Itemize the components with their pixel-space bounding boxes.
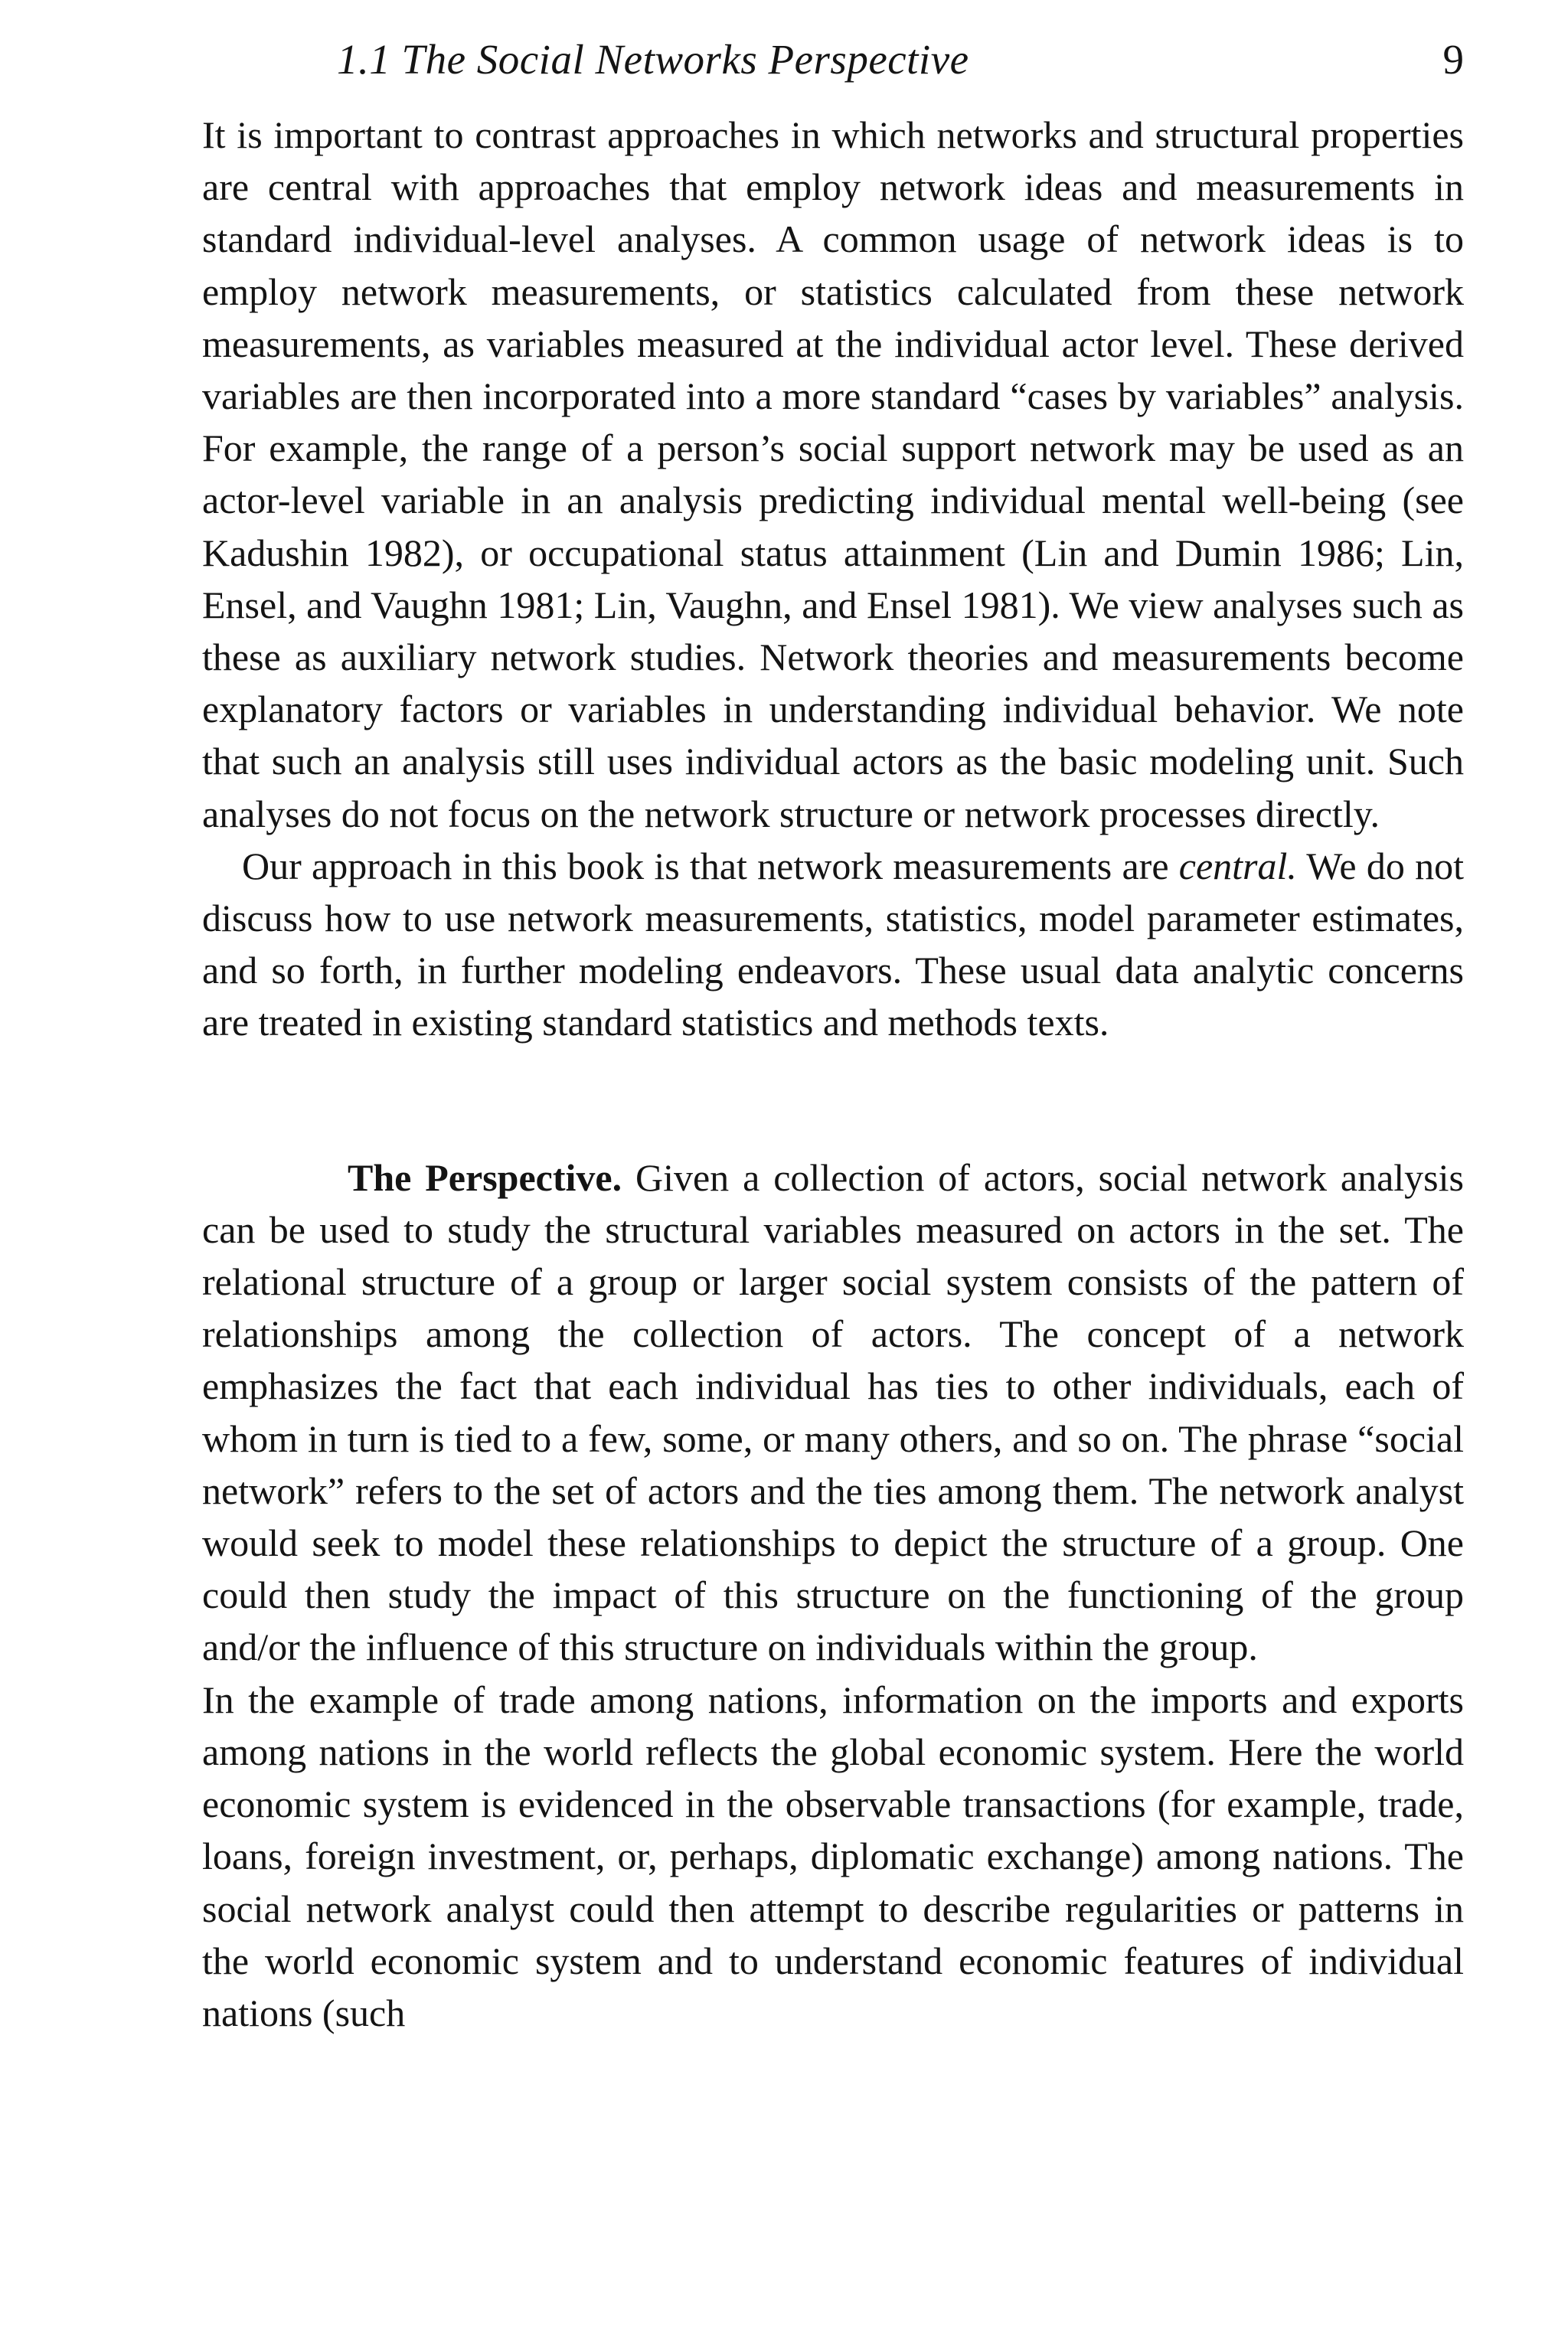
body-text <box>202 109 1464 2039</box>
section-heading: The Perspective. <box>348 1155 622 1199</box>
book-page <box>202 31 1464 2039</box>
page-number: 9 <box>1442 36 1464 83</box>
paragraph-auxiliary-network-studies: It is important to contrast approaches in which networks and structural properties are central with approaches that employ network ideas and measurements in standard individual-level analyses. A common usage of network ideas is to employ network measurements, or statistics calculated from these network measurements, as variables measured at the individual actor level. These derived variables are then incorporated into a more standard “cases by variables” analysis. For example, the range of a person’s social support network may be used as an actor-level variable in an analysis predicting individual mental well-being (see Kadushin 1982), or occupational status attainment (Lin and Dumin 1986; Lin, Ensel, and Vaughn 1981; Lin, Vaughn, and Ensel 1981). We view analyses such as these as auxiliary network studies. Network theories and measurements become explanatory factors or variables in understanding individual behavior. We note that such an analysis still uses individual actors as the basic modeling unit. Such analyses do not focus on the network structure or network processes directly. <box>202 113 1464 835</box>
paragraph-the-perspective <box>202 1152 1464 1674</box>
paragraph-our-approach-end: We do not discuss how to use network measurements, statistics, model parameter estimates, and so forth, in further modeling endeavors. These usual data analytic concerns are treated in existing standard statistics and methods texts. <box>202 844 1464 1044</box>
paragraph-the-perspective-body: Given a collection of actors, social network analysis can be used to study the structural variables measured on actors in the set. The relational structure of a group or larger social system consists of the pattern of relationships among the collection of actors. The concept of a network emphasizes the fact that each individual has ties to other individuals, each of whom in turn is tied to a few, some, or many others, and so on. The phrase “social network” refers to the set of actors and the ties among them. The network analyst would seek to model these relationships to depict the structure of a group. One could then study the impact of this structure on the functioning of the group and/or the influence of this structure on individuals within the group. <box>202 1155 1464 1669</box>
paragraph-our-approach-start: Our approach in this book is that network measurements are <box>242 844 1179 887</box>
paragraph-trade-example: In the example of trade among nations, information on the imports and exports among nations in the world reflects the global economic system. Here the world economic system is evidenced in the observable transactions (for example, trade, loans, foreign investment, or, perhaps, diplomatic exchange) among nations. The social network analyst could then attempt to describe regularities or patterns in the world economic system and to understand economic features of individual nations (such <box>202 1678 1464 2034</box>
emphasis-central: central. <box>1178 844 1297 887</box>
paragraph-our-approach <box>202 840 1464 1049</box>
section-gap <box>202 1049 1464 1152</box>
running-head <box>202 31 1464 89</box>
running-title: 1.1 The Social Networks Perspective <box>337 36 969 83</box>
